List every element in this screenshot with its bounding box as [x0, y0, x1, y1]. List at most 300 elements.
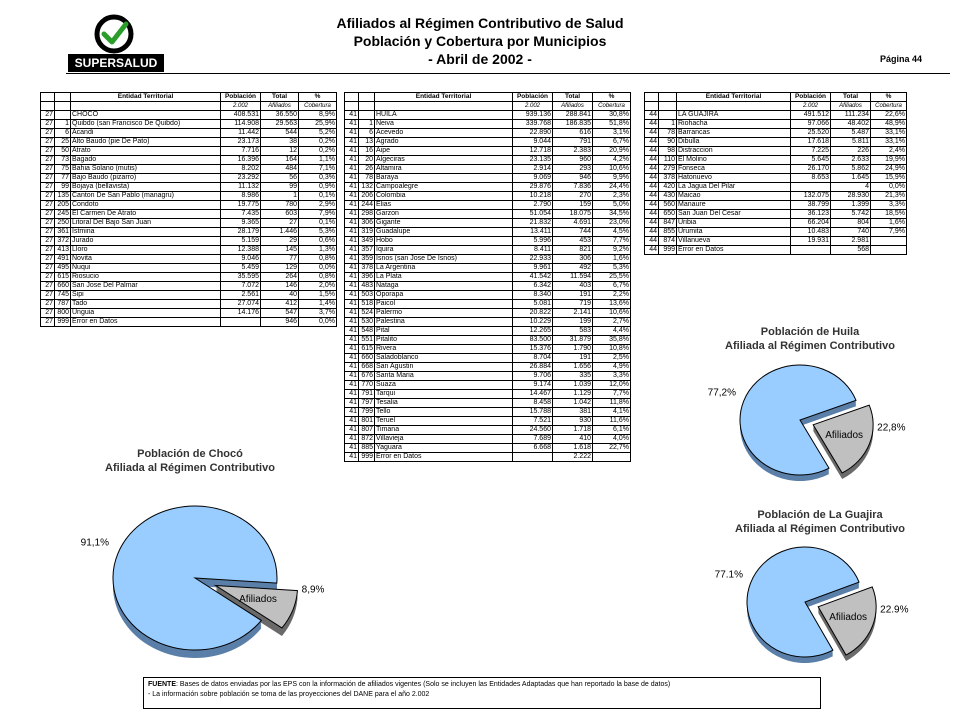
- dept-code-cell: 27: [41, 165, 55, 174]
- entity-name-cell: Saladoblanco: [375, 354, 513, 363]
- table-row: [345, 363, 631, 372]
- dept-code-cell: 44: [645, 147, 659, 156]
- table-row: [345, 354, 631, 363]
- muni-code-cell: 791: [359, 390, 375, 399]
- entity-name-cell: Maicao: [677, 192, 791, 201]
- entity-name-cell: San Jose Del Palmar: [71, 282, 221, 291]
- population-cell: 38.799: [791, 201, 831, 210]
- population-cell: 26.884: [513, 363, 553, 372]
- source-text: : Bases de datos enviadas por las EPS con la información de afiliados vigentes (Solo se incluyen las Entidades Adaptadas que han reportado la base de datos): [176, 681, 671, 688]
- muni-code-cell: 298: [359, 210, 375, 219]
- muni-code-cell: 495: [55, 264, 71, 273]
- population-cell: 9.174: [513, 381, 553, 390]
- muni-code-cell: 999: [55, 318, 71, 327]
- coverage-cell: 3,3%: [593, 372, 631, 381]
- entity-name-cell: Uribia: [677, 219, 791, 228]
- entity-name-cell: Palermo: [375, 309, 513, 318]
- affiliates-cell: 145: [261, 246, 299, 255]
- coverage-cell: 2,0%: [299, 282, 337, 291]
- affiliates-cell: 484: [261, 165, 299, 174]
- entity-name-cell: Jurado: [71, 237, 221, 246]
- muni-code-cell: 874: [659, 237, 677, 246]
- population-cell: 83.500: [513, 336, 553, 345]
- coverage-cell: 10,8%: [593, 345, 631, 354]
- entity-name-cell: Iquira: [375, 246, 513, 255]
- dept-code-cell: 44: [645, 210, 659, 219]
- pie-slice-unaffiliated: [113, 506, 277, 650]
- dept-code-cell: 27: [41, 300, 55, 309]
- affiliates-cell: 18.075: [553, 210, 593, 219]
- affiliates-cell: 616: [553, 129, 593, 138]
- dept-code-cell: 44: [645, 156, 659, 165]
- table-row: [345, 282, 631, 291]
- guajira-chart-title: Población de La Guajira Afiliada al Régimen Contributivo: [735, 509, 905, 535]
- population-cell: 7.716: [221, 147, 261, 156]
- coverage-cell: 5,2%: [299, 129, 337, 138]
- muni-code-cell: 50: [55, 147, 71, 156]
- table-row: [41, 228, 337, 237]
- dept-code-cell: 27: [41, 156, 55, 165]
- affiliates-cell: 780: [261, 201, 299, 210]
- coverage-cell: 3,3%: [871, 201, 907, 210]
- population-cell: 939.136: [513, 111, 553, 120]
- muni-code-cell: 279: [659, 165, 677, 174]
- affiliates-cell: 2.141: [553, 309, 593, 318]
- coverage-cell: 7,7%: [593, 237, 631, 246]
- table-row: [345, 408, 631, 417]
- muni-code-cell: 13: [359, 138, 375, 147]
- entity-name-cell: Guadalupe: [375, 228, 513, 237]
- table-row: [345, 192, 631, 201]
- table-row: [41, 246, 337, 255]
- table-row: [645, 192, 907, 201]
- muni-code-cell: 530: [359, 318, 375, 327]
- table-row: [345, 309, 631, 318]
- dept-code-cell: 27: [41, 291, 55, 300]
- table-row: [645, 219, 907, 228]
- affiliates-cell: 38: [261, 138, 299, 147]
- muni-code-cell: 660: [359, 354, 375, 363]
- entity-name-cell: Neiva: [375, 120, 513, 129]
- population-cell: 2.561: [221, 291, 261, 300]
- dept-code-cell: 27: [41, 147, 55, 156]
- muni-code-cell: 361: [55, 228, 71, 237]
- muni-code-cell: 797: [359, 399, 375, 408]
- coverage-cell: 2,4%: [871, 147, 907, 156]
- dept-code-cell: 41: [345, 219, 359, 228]
- affiliates-cell: 29.563: [261, 120, 299, 129]
- dept-code-cell: 41: [345, 282, 359, 291]
- entity-name-cell: Gigante: [375, 219, 513, 228]
- coverage-cell: 7,9%: [299, 210, 337, 219]
- coverage-cell: 51,8%: [593, 120, 631, 129]
- small-percent-label: 22.9%: [880, 604, 909, 616]
- entity-name-cell: La Jagua Del Pilar: [677, 183, 791, 192]
- table-row: [645, 156, 907, 165]
- population-cell: 5.159: [221, 237, 261, 246]
- table-row: [345, 390, 631, 399]
- table-row: [645, 120, 907, 129]
- muni-code-cell: 25: [55, 138, 71, 147]
- entity-name-cell: Fonseca: [677, 165, 791, 174]
- dept-code-cell: 27: [41, 318, 55, 327]
- table-row: [41, 210, 337, 219]
- table-row: [41, 147, 337, 156]
- coverage-cell: 25,9%: [299, 120, 337, 129]
- dept-code-cell: 41: [345, 372, 359, 381]
- entity-name-cell: Alto Baudo (pie De Pato): [71, 138, 221, 147]
- dept-code-cell: 44: [645, 237, 659, 246]
- affiliates-cell: 2.981: [831, 237, 871, 246]
- entity-name-cell: Canton De San Pablo (managru): [71, 192, 221, 201]
- dept-code-cell: 27: [41, 138, 55, 147]
- table-row: [345, 453, 631, 462]
- table-row: [345, 435, 631, 444]
- table-row: [345, 228, 631, 237]
- choco-chart-title: Población de Chocó Afiliada al Régimen Contributivo: [105, 448, 275, 474]
- slice-label: Afiliados: [825, 430, 864, 442]
- dept-code-cell: 44: [645, 120, 659, 129]
- table-row: [345, 273, 631, 282]
- source-footer: [143, 677, 821, 709]
- affiliates-cell: 335: [553, 372, 593, 381]
- dept-code-cell: 41: [345, 111, 359, 120]
- table-row: [345, 165, 631, 174]
- table-row: [345, 174, 631, 183]
- dept-code-cell: 27: [41, 246, 55, 255]
- population-cell: 12.265: [513, 327, 553, 336]
- logo-text: SUPERSALUD: [74, 56, 158, 70]
- coverage-cell: 15,9%: [871, 174, 907, 183]
- coverage-cell: 4,4%: [593, 327, 631, 336]
- dept-code-cell: 41: [345, 237, 359, 246]
- population-cell: 12.388: [221, 246, 261, 255]
- table-row: [645, 174, 907, 183]
- muni-code-cell: 73: [55, 156, 71, 165]
- coverage-cell: 2,9%: [299, 201, 337, 210]
- population-cell: 6.342: [513, 282, 553, 291]
- table-row: [345, 201, 631, 210]
- population-cell: 22.890: [513, 129, 553, 138]
- coverage-cell: 4,9%: [593, 363, 631, 372]
- dept-code-cell: 27: [41, 201, 55, 210]
- coverage-cell: 0,3%: [299, 174, 337, 183]
- table-row: [41, 120, 337, 129]
- population-cell: 8.653: [791, 174, 831, 183]
- affiliates-cell: 159: [553, 201, 593, 210]
- population-cell: 41.542: [513, 273, 553, 282]
- coverage-cell: [871, 237, 907, 246]
- entity-name-cell: San Agustin: [375, 363, 513, 372]
- dept-code-cell: 44: [645, 201, 659, 210]
- affiliates-cell: 28.930: [831, 192, 871, 201]
- affiliates-cell: 1.039: [553, 381, 593, 390]
- muni-code-cell: 524: [359, 309, 375, 318]
- coverage-cell: 0,2%: [299, 138, 337, 147]
- entity-name-cell: Algeciras: [375, 156, 513, 165]
- affiliates-cell: 146: [261, 282, 299, 291]
- muni-code-cell: 615: [359, 345, 375, 354]
- muni-code-cell: 668: [359, 363, 375, 372]
- table-row: [345, 264, 631, 273]
- muni-code-cell: 413: [55, 246, 71, 255]
- coverage-cell: 19,9%: [871, 156, 907, 165]
- entity-name-cell: Novita: [71, 255, 221, 264]
- dept-code-cell: 41: [345, 129, 359, 138]
- population-cell: [791, 246, 831, 255]
- table-row: [345, 219, 631, 228]
- entity-name-cell: Sipi: [71, 291, 221, 300]
- entity-name-cell: Distraccion: [677, 147, 791, 156]
- coverage-cell: 1,1%: [299, 156, 337, 165]
- affiliates-cell: 2.383: [553, 147, 593, 156]
- entity-name-cell: Nuqui: [71, 264, 221, 273]
- dept-code-cell: 41: [345, 408, 359, 417]
- population-cell: 10.218: [513, 192, 553, 201]
- affiliates-cell: 12: [261, 147, 299, 156]
- table-row: [41, 255, 337, 264]
- affiliates-cell: 99: [261, 183, 299, 192]
- population-cell: 66.204: [791, 219, 831, 228]
- muni-code-cell: 430: [659, 192, 677, 201]
- population-cell: 2.790: [513, 201, 553, 210]
- population-cell: 22.933: [513, 255, 553, 264]
- entity-name-cell: Tesalia: [375, 399, 513, 408]
- population-cell: 7.435: [221, 210, 261, 219]
- affiliates-cell: 186.835: [553, 120, 593, 129]
- entity-name-cell: El Carmen De Atrato: [71, 210, 221, 219]
- coverage-cell: [871, 246, 907, 255]
- table-row: [345, 120, 631, 129]
- huila-table: Entidad Territorial Población Total % 2.002 Afiliados Cobertura 41 HUILA 939.136 288.841 30,8% 41 1 Neiva 339.768 186.835 51,8% 41 6 Acevedo 22.890 616 3,1% 41 13 Agrado 9.044 791 6,7% 41 16 Aipe 12.718 2.383 20,9% 41 20 Algeciras 23.135 960 4,2% 41 26 Altamira 2.914 293 10,6% 41 78 Baraya 9.069 946 9,9% 41 132 Campoalegre 29.876 7.836 24,4% 41 206 Colombia 10.218 270 2,3% 41 244 Elias 2.790 159 5,0% 41 298 Garzon 51.054 18.075 34,5% 41 306 Gigante 21.832 4.691 23,0% 41 319 Guadalupe 13.411 744 4,5% 41 349 Hobo 5.996 453 7,7% 41 357 Iquira 8.411 821 9,2% 41 359 Isnos (san Jose De Isnos) 22.933 306 1,6% 41 378 La Argentina 9.961 492 5,3% 41 396 La Plata 41.542 11.594 25,5% 41 483 Nataga 6.342 403 6,7% 41 503 Oporapa 8.340 191 2,2% 41 518 Paicol 5.081 719 13,6% 41 524 Palermo 20.822 2.141 10,6% 41 530 Palestina 10.229 199 2,7% 41 548 Pital 12.265 583 4,4% 41 551 Pitalito 83.500 31.879 35,8% 41 615 Rivera 15.376 1.790 10,8% 41 660 Saladoblanco 8.704 191 2,5% 41 668 San Agustin 26.884 1.656 4,9% 41 676 Santa Maria 9.706 335 3,3% 41 770 Suaza 9.174 1.039 12,0% 41 791 Tarqui 14.467 1.129 7,7% 41 797 Tesalia 8.458 1.042 11,8% 41 799 Tello 15.788 381 4,1% 41 801 Teruel 7.521 930 11,6% 41 807 Timana 24.560 1.718 6,1% 41 872 Villavieja 7.689 410 4,0% 41 885 Yaguara 6.668 1.618 22,7% 41 999 Error en Datos 2.222: [344, 92, 631, 462]
- entity-name-cell: Riohacha: [677, 120, 791, 129]
- muni-code-cell: 244: [359, 201, 375, 210]
- page-title: [180, 14, 780, 68]
- table-row: [345, 138, 631, 147]
- muni-code-cell: 205: [55, 201, 71, 210]
- population-cell: 132.075: [791, 192, 831, 201]
- table-row: [41, 192, 337, 201]
- table-row: [345, 246, 631, 255]
- population-cell: 9.046: [221, 255, 261, 264]
- entity-name-cell: Suaza: [375, 381, 513, 390]
- entity-name-cell: Pital: [375, 327, 513, 336]
- affiliates-cell: 77: [261, 255, 299, 264]
- table-row: [41, 201, 337, 210]
- population-cell: 11.442: [221, 129, 261, 138]
- population-cell: [791, 183, 831, 192]
- muni-code-cell: 378: [659, 174, 677, 183]
- table-row: [645, 183, 907, 192]
- affiliates-cell: 568: [831, 246, 871, 255]
- coverage-cell: 0,9%: [299, 183, 337, 192]
- coverage-cell: 24,4%: [593, 183, 631, 192]
- entity-name-cell: Colombia: [375, 192, 513, 201]
- affiliates-cell: 744: [553, 228, 593, 237]
- affiliates-cell: 40: [261, 291, 299, 300]
- coverage-cell: 3,7%: [299, 309, 337, 318]
- muni-code-cell: 16: [359, 147, 375, 156]
- muni-code-cell: 132: [359, 183, 375, 192]
- population-cell: 6.668: [513, 444, 553, 453]
- entity-name-cell: Acevedo: [375, 129, 513, 138]
- population-cell: 14.467: [513, 390, 553, 399]
- muni-code-cell: 135: [55, 192, 71, 201]
- muni-code-cell: 885: [359, 444, 375, 453]
- guajira-table: Entidad Territorial Población Total % 2.002 Afiliados Cobertura 44 LA GUAJIRA 491.512 111.234 22,6% 44 1 Riohacha 97.066 48.402 48,9% 44 78 Barrancas 25.520 5.487 33,1% 44 90 Dibulla 17.618 5.811 33,1% 44 98 Distraccion 7.225 226 2,4% 44 110 El Molino 5.645 2.633 19,9% 44 279 Fonseca 26.170 5.862 24,9% 44 378 Hatonuevo 8.653 1.645 15,9% 44 420 La Jagua Del Pilar 4 0,0% 44 430 Maicao 132.075 28.930 21,3% 44 560 Manaure 38.799 1.399 3,3% 44 650 San Juan Del Cesar 36.123 5.742 18,5% 44 847 Uribia 66.204 804 1,6% 44 855 Urumita 10.483 740 7,9% 44 874 Villanueva 19.931 2.981 44 999 Error en Datos 568: [644, 92, 907, 255]
- population-cell: 23.135: [513, 156, 553, 165]
- entity-name-cell: Isnos (san Jose De Isnos): [375, 255, 513, 264]
- dept-code-cell: 41: [345, 291, 359, 300]
- big-percent-label: 77,2%: [707, 387, 736, 399]
- dept-code-cell: 27: [41, 219, 55, 228]
- entity-name-cell: Santa Maria: [375, 372, 513, 381]
- affiliates-cell: 1.446: [261, 228, 299, 237]
- table-row: [41, 165, 337, 174]
- affiliates-cell: 547: [261, 309, 299, 318]
- muni-code-cell: 615: [55, 273, 71, 282]
- population-cell: 7.689: [513, 435, 553, 444]
- coverage-cell: 24,9%: [871, 165, 907, 174]
- coverage-cell: 22,7%: [593, 444, 631, 453]
- population-cell: 20.822: [513, 309, 553, 318]
- muni-code-cell: 78: [359, 174, 375, 183]
- population-cell: 97.066: [791, 120, 831, 129]
- coverage-cell: 22,6%: [871, 111, 907, 120]
- dept-code-cell: 27: [41, 264, 55, 273]
- table-row: [345, 327, 631, 336]
- muni-code-cell: 20: [359, 156, 375, 165]
- affiliates-cell: 5.862: [831, 165, 871, 174]
- affiliates-cell: 1.645: [831, 174, 871, 183]
- header-divider: [66, 73, 950, 74]
- table-row: [41, 111, 337, 120]
- muni-code-cell: 306: [359, 219, 375, 228]
- muni-code-cell: 420: [659, 183, 677, 192]
- table-row: [645, 165, 907, 174]
- entity-name-cell: Bagado: [71, 156, 221, 165]
- population-cell: 11.132: [221, 183, 261, 192]
- coverage-cell: 1,6%: [871, 219, 907, 228]
- affiliates-cell: 270: [553, 192, 593, 201]
- affiliates-cell: 36.550: [261, 111, 299, 120]
- table-row: [345, 372, 631, 381]
- muni-code-cell: 503: [359, 291, 375, 300]
- dept-code-cell: 41: [345, 399, 359, 408]
- affiliates-cell: 1.129: [553, 390, 593, 399]
- affiliates-cell: 740: [831, 228, 871, 237]
- table-row: [645, 228, 907, 237]
- affiliates-cell: 191: [553, 291, 593, 300]
- population-cell: 8.458: [513, 399, 553, 408]
- affiliates-cell: 5.811: [831, 138, 871, 147]
- muni-code-cell: 518: [359, 300, 375, 309]
- coverage-cell: 11,6%: [593, 417, 631, 426]
- coverage-cell: 4,1%: [593, 408, 631, 417]
- population-cell: 2.914: [513, 165, 553, 174]
- entity-name-cell: Altamira: [375, 165, 513, 174]
- dept-code-cell: 41: [345, 192, 359, 201]
- dept-code-cell: 41: [345, 390, 359, 399]
- coverage-cell: 0,0%: [871, 183, 907, 192]
- dept-code-cell: 41: [345, 255, 359, 264]
- entity-name-cell: Lloro: [71, 246, 221, 255]
- population-cell: 15.788: [513, 408, 553, 417]
- coverage-cell: 9,9%: [593, 174, 631, 183]
- coverage-cell: 10,6%: [593, 309, 631, 318]
- table-row: [41, 264, 337, 273]
- table-row: [41, 300, 337, 309]
- muni-code-cell: 1: [55, 120, 71, 129]
- table-row: [345, 381, 631, 390]
- dept-code-cell: 41: [345, 381, 359, 390]
- page-number: Página 44: [880, 54, 923, 64]
- choco-pie-chart: [70, 490, 330, 665]
- entity-name-cell: Agrado: [375, 138, 513, 147]
- coverage-cell: 0,0%: [299, 318, 337, 327]
- muni-code-cell: 999: [659, 246, 677, 255]
- entity-name-cell: Rivera: [375, 345, 513, 354]
- entity-name-cell: Timana: [375, 426, 513, 435]
- dept-code-cell: 41: [345, 435, 359, 444]
- population-cell: 9.044: [513, 138, 553, 147]
- table-row: [41, 129, 337, 138]
- entity-name-cell: Urumita: [677, 228, 791, 237]
- affiliates-cell: 603: [261, 210, 299, 219]
- table-row: [41, 183, 337, 192]
- coverage-cell: 2,7%: [593, 318, 631, 327]
- muni-code-cell: 90: [659, 138, 677, 147]
- entity-name-cell: Condoto: [71, 201, 221, 210]
- population-cell: 28.179: [221, 228, 261, 237]
- small-percent-label: 22,8%: [877, 422, 906, 434]
- coverage-cell: 0,0%: [299, 264, 337, 273]
- population-cell: 14.176: [221, 309, 261, 318]
- affiliates-cell: 29: [261, 237, 299, 246]
- affiliates-cell: 264: [261, 273, 299, 282]
- affiliates-cell: 56: [261, 174, 299, 183]
- coverage-cell: 21,3%: [871, 192, 907, 201]
- population-cell: 17.618: [791, 138, 831, 147]
- slice-label: Afiliados: [239, 594, 277, 606]
- affiliates-cell: 288.841: [553, 111, 593, 120]
- coverage-cell: 5,0%: [593, 201, 631, 210]
- dept-code-cell: 41: [345, 120, 359, 129]
- coverage-cell: 9,2%: [593, 246, 631, 255]
- table-row: [645, 246, 907, 255]
- dept-code-cell: 27: [41, 255, 55, 264]
- muni-code-cell: 745: [55, 291, 71, 300]
- entity-name-cell: Istmina: [71, 228, 221, 237]
- dept-code-cell: 44: [645, 129, 659, 138]
- entity-name-cell: La Argentina: [375, 264, 513, 273]
- entity-name-cell: Garzon: [375, 210, 513, 219]
- dept-code-cell: 41: [345, 183, 359, 192]
- entity-name-cell: Palestina: [375, 318, 513, 327]
- dept-code-cell: 27: [41, 192, 55, 201]
- population-cell: 339.768: [513, 120, 553, 129]
- table-row: [645, 201, 907, 210]
- choco-table: Entidad Territorial Población Total % 2.002 Afiliados Cobertura 27 CHOCO 408.531 36.550 8,9% 27 1 Quibdo (san Francisco De Quibdo) 114.908 29.563 25,9% 27 6 Acandi 11.442 544 5,2% 27 25 Alto Baudo (pie De Pato) 23.173 38 0,2% 27 50 Atrato 7.716 12 0,2% 27 73 Bagado 16.396 164 1,1% 27 75 Bahia Solano (mutis) 8.202 484 7,1% 27 77 Bajo Baudo (pizarro) 23.292 56 0,3% 27 99 Bojaya (bellavista) 11.132 99 0,9% 27 135 Canton De San Pablo (managru) 8.986 1 0,1% 27 205 Condoto 19.775 780 2,9% 27 245 El Carmen De Atrato 7.435 603 7,9% 27 250 Litoral Del Bajo San Juan 9.365 27 0,1% 27 361 Istmina 28.179 1.446 5,3% 27 372 Jurado 5.159 29 0,6% 27 413 Lloro 12.388 145 1,3% 27 491 Novita 9.046 77 0,8% 27 495 Nuqui 5.459 129 0,0% 27 615 Riosucio 35.595 264 0,8% 27 660 San Jose Del Palmar 7.072 146 2,0% 27 745 Sipi 2.561 40 1,5% 27 787 Tado 27.074 412 1,4% 27 800 Unguia 14.176 547 3,7% 27 999 Error en Datos 946 0,0%: [40, 92, 337, 327]
- dept-code-cell: 41: [345, 156, 359, 165]
- muni-code-cell: 75: [55, 165, 71, 174]
- table-row: [345, 210, 631, 219]
- affiliates-cell: 226: [831, 147, 871, 156]
- entity-name-cell: Atrato: [71, 147, 221, 156]
- population-cell: 24.560: [513, 426, 553, 435]
- table-row: [345, 345, 631, 354]
- muni-code-cell: 855: [659, 228, 677, 237]
